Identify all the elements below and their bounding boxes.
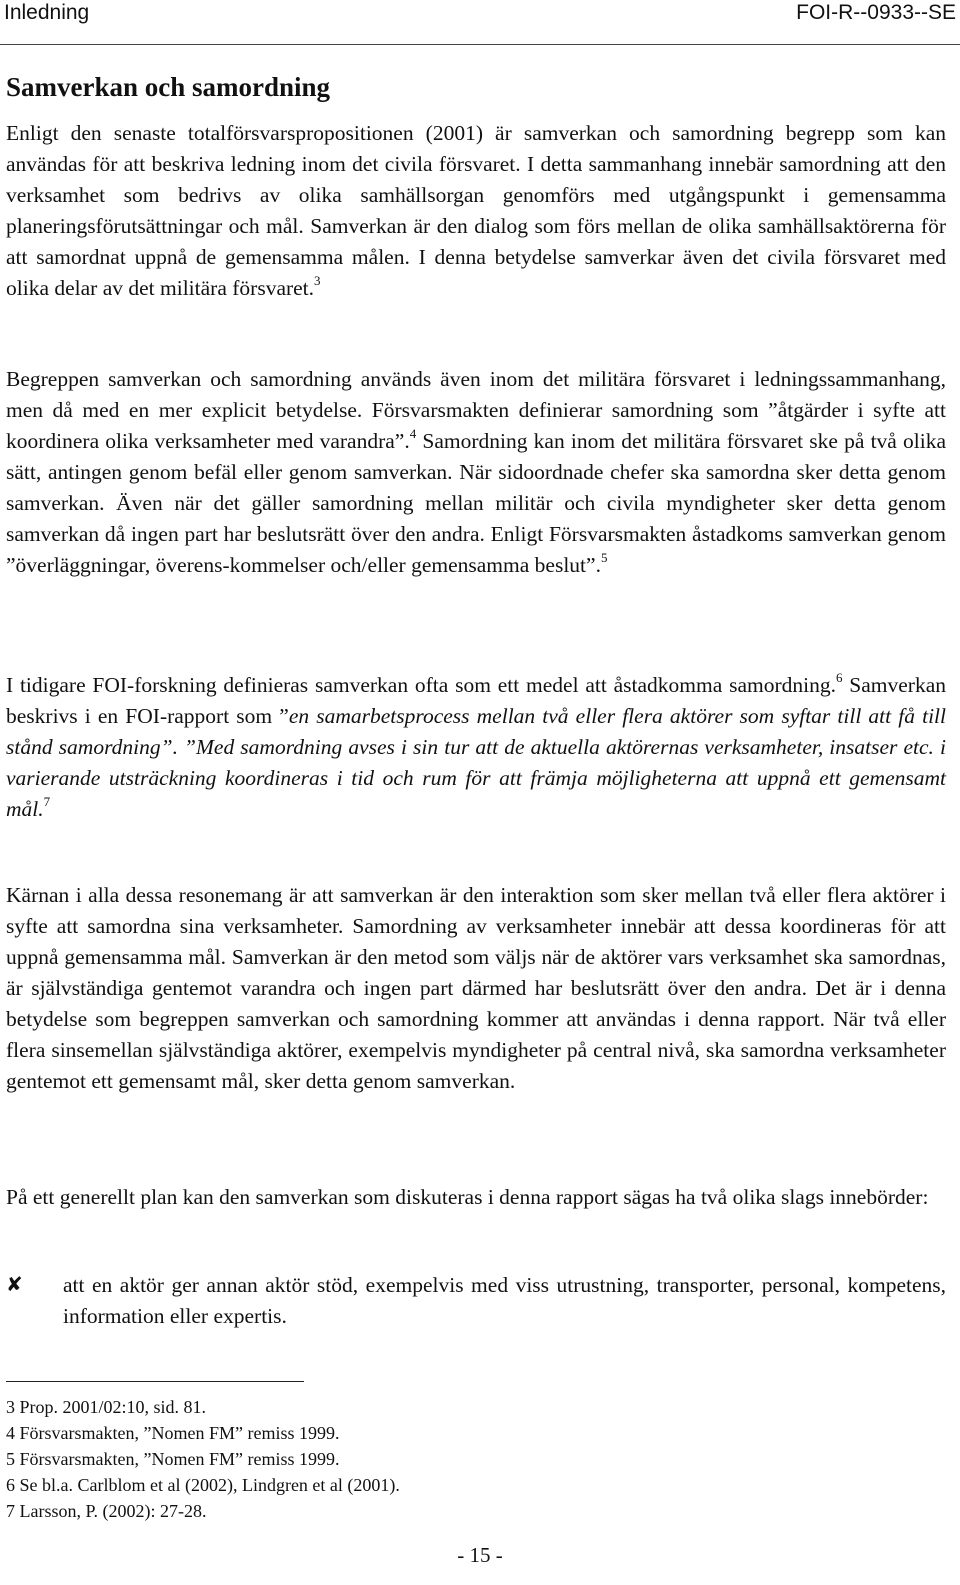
running-header (0, 0, 960, 45)
footnote-ref-6[interactable]: 6 (835, 669, 843, 685)
paragraph-1 (6, 118, 946, 304)
paragraph-3-quote: en samarbetsprocess mellan två eller flera aktörer som syftar till att få till stånd samordning”. ”Med samordning avses i sin tur att de aktuella aktörernas verksamheter, insatser etc. i varierande utsträckning koordineras i tid och rum för att främja möjligheterna att uppnå ett gemensamt mål. (6, 704, 946, 821)
footnote-3: 3 Prop. 2001/02:10, sid. 81. (6, 1397, 207, 1417)
paragraph-2-text-b: Samordning kan inom det militära försvaret ske på två olika sätt, antingen genom befäl eller genom samverkan. När sidoordnade chefer ska samordna sker detta genom samverkan. Även när det gäller samordning mellan militär och civila myndigheter sker detta genom samverkan då ingen part har beslutsrätt över den andra. Enligt Försvarsmakten åstadkoms samverkan genom ”överläggningar, överens-kommelser och/eller gemensamma beslut”. (6, 429, 946, 577)
paragraph-3-text-a: I tidigare FOI-forskning definieras samverkan ofta som ett medel att åstadkomma samordning. (6, 673, 836, 697)
footnote-6: 6 Se bl.a. Carlblom et al (2002), Lindgren et al (2001). (6, 1475, 400, 1495)
footnote-ref-5[interactable]: 5 (600, 549, 608, 565)
footnote-ref-4[interactable]: 4 (409, 425, 417, 441)
paragraph-3-text-b: Samverkan beskrivs i en FOI-rapport som ” (6, 673, 946, 728)
footnote-separator (6, 1381, 304, 1382)
header-section-title: Inledning (4, 1, 90, 24)
paragraph-5: På ett generellt plan kan den samverkan som diskuteras i denna rapport sägas ha två olika slags innebörder: (6, 1185, 929, 1209)
cross-bullet-icon: ✘ (6, 1274, 23, 1296)
footnote-4: 4 Försvarsmakten, ”Nomen FM” remiss 1999. (6, 1423, 340, 1443)
paragraph-2-text-a: Begreppen samverkan och samordning används även inom det militära försvaret i ledningssammanhang, men då med en mer explicit betydelse. Försvarsmakten definierar samordning som ”åtgärder i syfte att koordinera olika verksamheter med varandra”. (6, 367, 946, 453)
footnote-5: 5 Försvarsmakten, ”Nomen FM” remiss 1999. (6, 1449, 340, 1469)
footnote-ref-7[interactable]: 7 (43, 793, 51, 809)
footnotes (6, 1394, 400, 1524)
paragraph-4: Kärnan i alla dessa resonemang är att samverkan är den interaktion som sker mellan två eller flera aktörer i syfte att samordna sina verksamheter. Samordning av verksamheter innebär att dessa koordineras för att uppnå gemensamma mål. Samverkan är den metod som väljs när de aktörer vars verksamhet ska samordnas, är självständiga gentemot varandra och ingen part därmed har beslutsrätt över den andra. Det är i denna betydelse som begreppen samverkan och samordning kommer att användas i denna rapport. När två eller flera sinsemellan självständiga aktörer, exempelvis myndigheter på central nivå, ska samordna verksamheter gentemot ett gemensamt mål, sker detta genom samverkan. (6, 883, 946, 1093)
header-report-number: FOI-R--0933--SE (796, 1, 956, 24)
bullet-text: att en aktör ger annan aktör stöd, exempelvis med viss utrustning, transporter, personal, kompetens, information eller expertis. (63, 1273, 946, 1328)
section-heading: Samverkan och samordning (6, 72, 331, 102)
paragraph-1-text: Enligt den senaste totalförsvarspropositionen (2001) är samverkan och samordning begrepp som kan användas för att beskriva ledning inom det civila försvaret. I detta sammanhang innebär samordning att den verksamhet som bedrivs av olika samhällsorgan genomförs med utgångspunkt i gemensamma planeringsförutsättningar och mål. Samverkan är den dialog som förs mellan de olika samhällsaktörerna för att samordnat uppnå de gemensamma målen. I denna betydelse samverkar även det civila försvaret med olika delar av det militära försvaret. (6, 121, 946, 300)
paragraph-3 (6, 670, 946, 825)
footnote-ref-3[interactable]: 3 (314, 272, 321, 288)
paragraph-2 (6, 364, 946, 581)
footnote-7: 7 Larsson, P. (2002): 27-28. (6, 1501, 207, 1521)
page-number: - 15 - (457, 1543, 503, 1567)
